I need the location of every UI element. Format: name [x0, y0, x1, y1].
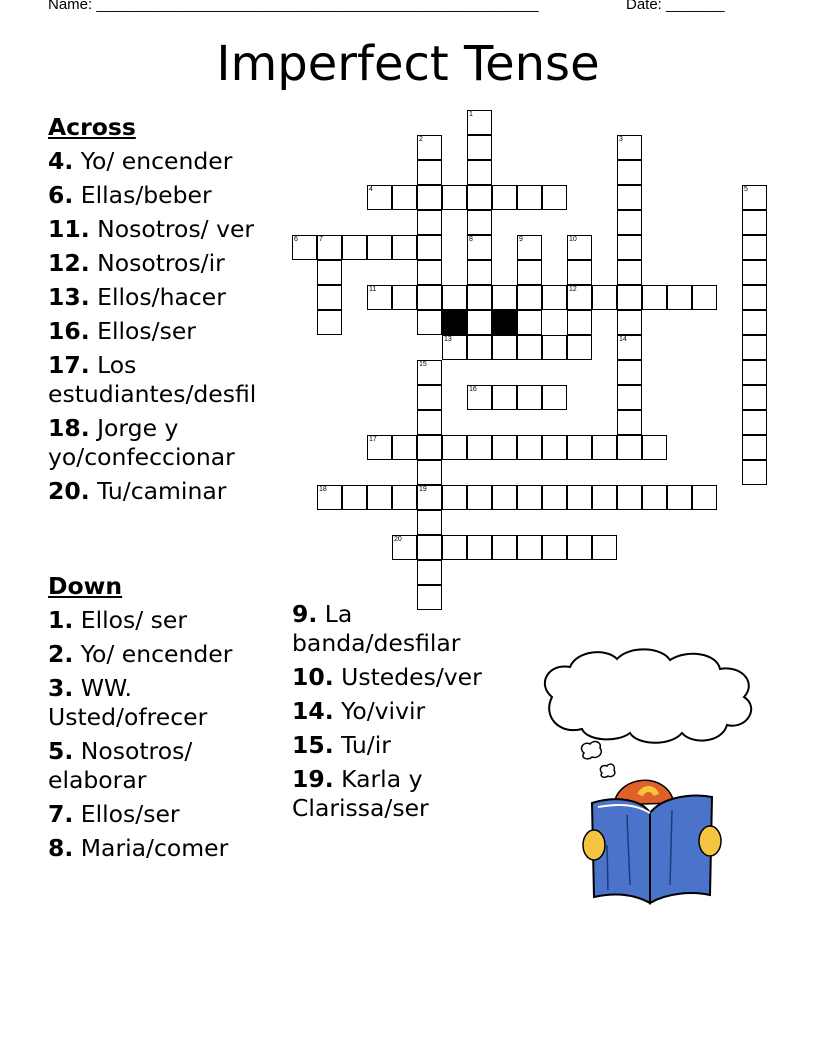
grid-cell[interactable] — [492, 485, 517, 510]
cell-number: 10 — [569, 236, 577, 243]
grid-cell[interactable] — [692, 285, 717, 310]
cell-number: 5 — [744, 186, 748, 193]
cell-number: 16 — [469, 386, 477, 393]
grid-cell[interactable] — [417, 460, 442, 485]
reading-child-illustration — [532, 645, 772, 905]
grid-cell[interactable] — [467, 260, 492, 285]
clue-across-12: 12. Nosotros/ir — [48, 249, 225, 277]
across-heading: Across — [48, 113, 136, 141]
grid-cell[interactable] — [542, 385, 567, 410]
grid-cell[interactable] — [417, 510, 442, 535]
clue-across-11: 11. Nosotros/ ver — [48, 215, 255, 243]
grid-cell[interactable] — [442, 435, 467, 460]
grid-cell[interactable] — [492, 535, 517, 560]
grid-cell[interactable] — [567, 435, 592, 460]
cell-number: 12 — [569, 286, 577, 293]
clue-down-8: 8. Maria/comer — [48, 834, 229, 862]
grid-cell[interactable] — [542, 485, 567, 510]
grid-cell[interactable] — [617, 285, 642, 310]
grid-cell[interactable] — [567, 535, 592, 560]
grid-cell[interactable] — [442, 285, 467, 310]
grid-cell[interactable] — [392, 235, 417, 260]
grid-cell[interactable] — [742, 285, 767, 310]
grid-cell[interactable] — [492, 435, 517, 460]
clue-across-16: 16. Ellos/ser — [48, 317, 196, 345]
cell-number: 9 — [519, 236, 523, 243]
grid-cell[interactable] — [517, 335, 542, 360]
grid-cell[interactable] — [542, 185, 567, 210]
cell-number: 20 — [394, 536, 402, 543]
grid-cell[interactable] — [742, 235, 767, 260]
grid-cell[interactable] — [317, 235, 342, 260]
grid-cell[interactable] — [492, 285, 517, 310]
grid-cell[interactable] — [417, 135, 442, 160]
grid-cell[interactable] — [417, 310, 442, 335]
grid-cell[interactable] — [742, 460, 767, 485]
grid-cell[interactable] — [542, 285, 567, 310]
grid-cell[interactable] — [392, 185, 417, 210]
grid-cell[interactable] — [742, 435, 767, 460]
cell-number: 3 — [619, 136, 623, 143]
grid-cell[interactable] — [467, 535, 492, 560]
grid-cell[interactable] — [567, 235, 592, 260]
grid-cell[interactable] — [467, 335, 492, 360]
grid-cell[interactable] — [542, 435, 567, 460]
grid-cell[interactable] — [742, 410, 767, 435]
grid-cell[interactable] — [517, 485, 542, 510]
cell-number: 17 — [369, 436, 377, 443]
grid-cell[interactable] — [317, 310, 342, 335]
cell-number: 19 — [419, 486, 427, 493]
grid-cell[interactable] — [467, 210, 492, 235]
grid-cell[interactable] — [417, 160, 442, 185]
grid-cell[interactable] — [692, 485, 717, 510]
grid-cell[interactable] — [517, 285, 542, 310]
clue-down-5: 5. Nosotros/ elaborar — [48, 737, 193, 794]
grid-cell[interactable] — [417, 185, 442, 210]
grid-cell[interactable] — [342, 485, 367, 510]
across-clues — [48, 113, 288, 506]
grid-cell[interactable] — [367, 285, 392, 310]
grid-cell[interactable] — [467, 285, 492, 310]
grid-cell[interactable] — [742, 260, 767, 285]
grid-cell[interactable] — [592, 285, 617, 310]
grid-cell[interactable] — [617, 260, 642, 285]
grid-cell[interactable] — [492, 185, 517, 210]
grid-cell[interactable] — [592, 535, 617, 560]
grid-cell[interactable] — [742, 185, 767, 210]
grid-cell[interactable] — [417, 385, 442, 410]
grid-cell[interactable] — [442, 535, 467, 560]
name-line: Name: _____________________________________________________ — [48, 0, 539, 13]
grid-cell[interactable] — [517, 385, 542, 410]
grid-cell[interactable] — [617, 135, 642, 160]
grid-cell[interactable] — [517, 435, 542, 460]
grid-cell[interactable] — [467, 135, 492, 160]
grid-cell[interactable] — [442, 335, 467, 360]
cell-number: 11 — [369, 286, 377, 293]
grid-cell[interactable] — [742, 210, 767, 235]
clue-down-19: 19. Karla y Clarissa/ser — [292, 765, 429, 822]
grid-cell[interactable] — [517, 185, 542, 210]
clue-down-2: 2. Yo/ encender — [48, 640, 233, 668]
cell-number: 15 — [419, 361, 427, 368]
grid-cell[interactable] — [467, 235, 492, 260]
grid-cell[interactable] — [417, 535, 442, 560]
cell-number: 1 — [469, 111, 473, 118]
grid-cell[interactable] — [517, 535, 542, 560]
cell-number: 18 — [319, 486, 327, 493]
grid-cell[interactable] — [617, 435, 642, 460]
grid-cell[interactable] — [592, 485, 617, 510]
grid-cell[interactable] — [617, 235, 642, 260]
grid-cell[interactable] — [467, 110, 492, 135]
grid-cell[interactable] — [517, 310, 542, 335]
header — [48, 0, 748, 16]
grid-cell[interactable] — [367, 485, 392, 510]
grid-cell[interactable] — [367, 235, 392, 260]
grid-cell[interactable] — [417, 360, 442, 385]
thought-bubble — [545, 649, 751, 777]
grid-cell[interactable] — [567, 310, 592, 335]
clue-down-15: 15. Tu/ir — [292, 731, 391, 759]
grid-cell[interactable] — [417, 210, 442, 235]
grid-cell[interactable] — [617, 335, 642, 360]
grid-cell[interactable] — [367, 185, 392, 210]
grid-cell[interactable] — [567, 485, 592, 510]
clue-down-14: 14. Yo/vivir — [292, 697, 426, 725]
grid-cell[interactable] — [467, 160, 492, 185]
grid-cell[interactable] — [542, 535, 567, 560]
grid-cell[interactable] — [317, 285, 342, 310]
down-clues-right — [292, 600, 512, 823]
child — [583, 780, 721, 903]
clue-across-20: 20. Tu/caminar — [48, 477, 227, 505]
grid-cell[interactable] — [417, 235, 442, 260]
grid-cell[interactable] — [642, 285, 667, 310]
grid-cell[interactable] — [742, 385, 767, 410]
page-title: Imperfect Tense — [216, 36, 600, 92]
grid-cell[interactable] — [292, 235, 317, 260]
grid-cell[interactable] — [742, 335, 767, 360]
black-square — [442, 310, 467, 335]
black-square — [492, 310, 517, 335]
grid-cell[interactable] — [642, 435, 667, 460]
grid-cell[interactable] — [417, 260, 442, 285]
grid-cell[interactable] — [417, 410, 442, 435]
grid-cell[interactable] — [667, 485, 692, 510]
clue-across-17: 17. Los estudiantes/desfil — [48, 351, 257, 408]
grid-cell[interactable] — [417, 285, 442, 310]
grid-cell[interactable] — [342, 235, 367, 260]
grid-cell[interactable] — [617, 160, 642, 185]
grid-cell[interactable] — [392, 535, 417, 560]
grid-cell[interactable] — [392, 285, 417, 310]
grid-cell[interactable] — [592, 435, 617, 460]
date-line: Date: _______ — [626, 0, 725, 13]
clue-down-7: 7. Ellos/ser — [48, 800, 180, 828]
grid-cell[interactable] — [617, 310, 642, 335]
grid-cell[interactable] — [467, 485, 492, 510]
grid-cell[interactable] — [642, 485, 667, 510]
grid-cell[interactable] — [617, 185, 642, 210]
clue-across-4: 4. Yo/ encender — [48, 147, 233, 175]
clue-down-9: 9. La banda/desfilar — [292, 600, 461, 657]
grid-cell[interactable] — [367, 435, 392, 460]
cell-number: 8 — [469, 236, 473, 243]
grid-cell[interactable] — [317, 260, 342, 285]
grid-cell[interactable] — [542, 335, 567, 360]
grid-cell[interactable] — [617, 410, 642, 435]
grid-cell[interactable] — [467, 310, 492, 335]
clue-across-6: 6. Ellas/beber — [48, 181, 212, 209]
grid-cell[interactable] — [567, 285, 592, 310]
grid-cell[interactable] — [617, 360, 642, 385]
clue-across-13: 13. Ellos/hacer — [48, 283, 226, 311]
grid-cell[interactable] — [517, 260, 542, 285]
cell-number: 4 — [369, 186, 373, 193]
grid-cell[interactable] — [467, 435, 492, 460]
grid-cell[interactable] — [667, 285, 692, 310]
cell-number: 6 — [294, 236, 298, 243]
grid-cell[interactable] — [417, 435, 442, 460]
grid-cell[interactable] — [442, 485, 467, 510]
grid-cell[interactable] — [317, 485, 342, 510]
grid-cell[interactable] — [467, 185, 492, 210]
grid-cell[interactable] — [567, 260, 592, 285]
grid-cell[interactable] — [417, 485, 442, 510]
cell-number: 13 — [444, 336, 452, 343]
grid-cell[interactable] — [617, 385, 642, 410]
clue-down-1: 1. Ellos/ ser — [48, 606, 188, 634]
grid-cell[interactable] — [492, 385, 517, 410]
grid-cell[interactable] — [742, 360, 767, 385]
grid-cell[interactable] — [467, 385, 492, 410]
cell-number: 7 — [319, 236, 323, 243]
grid-cell[interactable] — [392, 435, 417, 460]
grid-cell[interactable] — [617, 485, 642, 510]
grid-cell[interactable] — [567, 335, 592, 360]
down-clues-left — [48, 572, 288, 863]
cell-number: 2 — [419, 136, 423, 143]
down-heading: Down — [48, 572, 123, 600]
grid-cell[interactable] — [492, 335, 517, 360]
clue-across-18: 18. Jorge y yo/confeccionar — [48, 414, 235, 471]
grid-cell[interactable] — [742, 310, 767, 335]
cell-number: 14 — [619, 336, 627, 343]
grid-cell[interactable] — [417, 560, 442, 585]
grid-cell[interactable] — [517, 235, 542, 260]
grid-cell[interactable] — [617, 210, 642, 235]
clue-down-3: 3. WW. Usted/ofrecer — [48, 674, 208, 731]
grid-cell[interactable] — [392, 485, 417, 510]
clue-down-10: 10. Ustedes/ver — [292, 663, 482, 691]
grid-cell[interactable] — [442, 185, 467, 210]
